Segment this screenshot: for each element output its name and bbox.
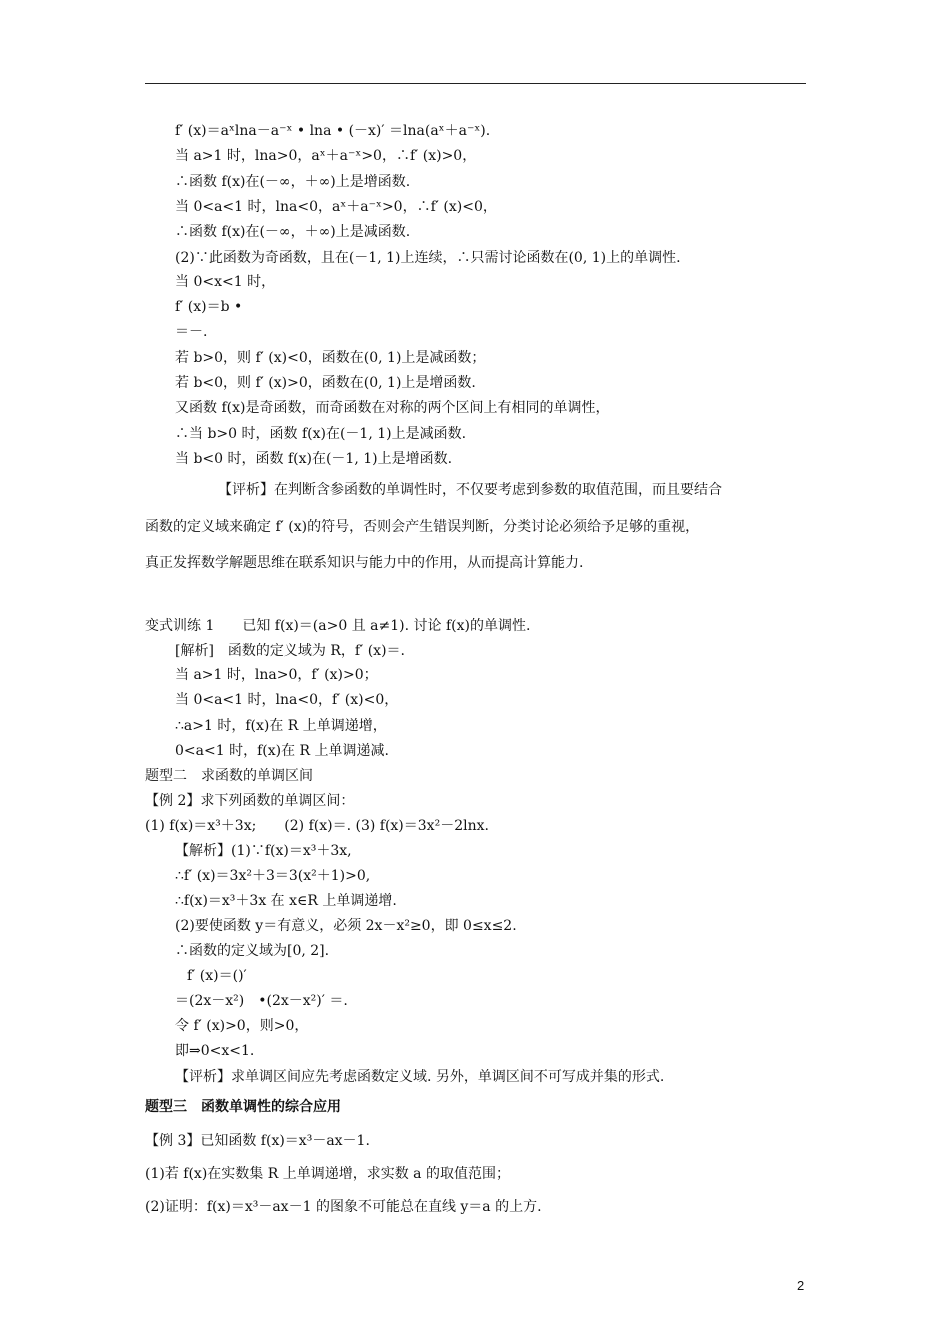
- text-line: 真正发挥数学解题思维在联系知识与能力中的作用，从而提高计算能力.: [145, 555, 584, 571]
- text-line: 当 a>1 时，lna>0，f′ (x)>0；: [175, 667, 378, 683]
- text-line: 当 0<a<1 时，lna<0，f′ (x)<0，: [175, 692, 399, 708]
- text-line: ∴当 b>0 时，函数 f(x)在(－1, 1)上是减函数.: [175, 426, 467, 442]
- text-line: ∴f(x)＝x³＋3x 在 x∈R 上单调递增.: [175, 893, 397, 909]
- text-line: 若 b>0，则 f′ (x)<0，函数在(0, 1)上是减函数；: [175, 350, 486, 366]
- page-number: 2: [797, 1278, 805, 1293]
- text-line: [解析] 函数的定义域为 R，f′ (x)＝.: [175, 643, 405, 659]
- text-line: (2)证明：f(x)＝x³－ax－1 的图象不可能总在直线 y＝a 的上方.: [145, 1199, 542, 1215]
- text-line: (1) f(x)＝x³＋3x; (2) f(x)＝. (3) f(x)＝3x²－2lnx.: [145, 818, 489, 834]
- section-heading: 题型三 函数单调性的综合应用: [145, 1099, 341, 1115]
- text-line: 【例 3】已知函数 f(x)＝x³－ax－1.: [145, 1133, 370, 1149]
- text-line: 即⇒0<x<1.: [175, 1043, 255, 1059]
- text-line: 【评析】在判断含参函数的单调性时，不仅要考虑到参数的取值范围，而且要结合: [218, 482, 722, 498]
- text-line: 当 a>1 时，lna>0，aˣ＋a⁻ˣ>0，∴f′ (x)>0，: [175, 148, 477, 164]
- text-line: 令 f′ (x)>0，则>0，: [175, 1018, 309, 1034]
- text-line: 函数的定义域来确定 f′ (x)的符号，否则会产生错误判断，分类讨论必须给予足够的重视，: [145, 519, 700, 535]
- text-line: ＝(2x－x²) •(2x－x²)′ ＝.: [175, 993, 348, 1009]
- text-line: f′ (x)＝b •: [175, 299, 243, 315]
- text-line: ∴函数的定义域为[0, 2].: [175, 943, 330, 959]
- text-line: 【评析】求单调区间应先考虑函数定义域. 另外，单调区间不可写成并集的形式.: [175, 1069, 665, 1085]
- text-line: 【解析】(1)∵f(x)＝x³＋3x,: [175, 843, 352, 859]
- text-line: 当 0<x<1 时，: [175, 274, 276, 290]
- text-line: f′ (x)＝aˣlna－a⁻ˣ • lna • (－x)′ ＝lna(aˣ＋a⁻ˣ).: [175, 123, 491, 139]
- text-line: 【例 2】求下列函数的单调区间：: [145, 793, 355, 809]
- header-rule: [145, 83, 806, 84]
- text-line: (2)∵此函数为奇函数，且在(－1, 1)上连续，∴只需讨论函数在(0, 1)上的单调性.: [175, 250, 681, 266]
- text-line: 变式训练 1 已知 f(x)＝(a>0 且 a≠1). 讨论 f(x)的单调性.: [145, 618, 531, 634]
- text-line: ＝－.: [175, 324, 208, 340]
- text-line: ∴f′ (x)＝3x²＋3＝3(x²＋1)>0,: [175, 868, 371, 884]
- text-line: 当 b<0 时，函数 f(x)在(－1, 1)上是增函数.: [175, 451, 453, 467]
- text-line: ∴函数 f(x)在(－∞，＋∞)上是减函数.: [175, 224, 411, 240]
- text-line: ∴函数 f(x)在(－∞，＋∞)上是增函数.: [175, 174, 411, 190]
- text-line: 又函数 f(x)是奇函数，而奇函数在对称的两个区间上有相同的单调性，: [175, 400, 610, 416]
- text-line: 0<a<1 时，f(x)在 R 上单调递减.: [175, 743, 389, 759]
- text-line: 若 b<0，则 f′ (x)>0，函数在(0, 1)上是增函数.: [175, 375, 476, 391]
- text-line: (1)若 f(x)在实数集 R 上单调递增，求实数 a 的取值范围；: [145, 1166, 510, 1182]
- section-heading: 题型二 求函数的单调区间: [145, 768, 313, 784]
- text-line: 当 0<a<1 时，lna<0，aˣ＋a⁻ˣ>0，∴f′ (x)<0，: [175, 199, 497, 215]
- text-line: ∴a>1 时，f(x)在 R 上单调递增，: [175, 718, 387, 734]
- text-line: f′ (x)＝()′: [187, 968, 247, 984]
- text-line: (2)要使函数 y＝有意义，必须 2x－x²≥0，即 0≤x≤2.: [175, 918, 517, 934]
